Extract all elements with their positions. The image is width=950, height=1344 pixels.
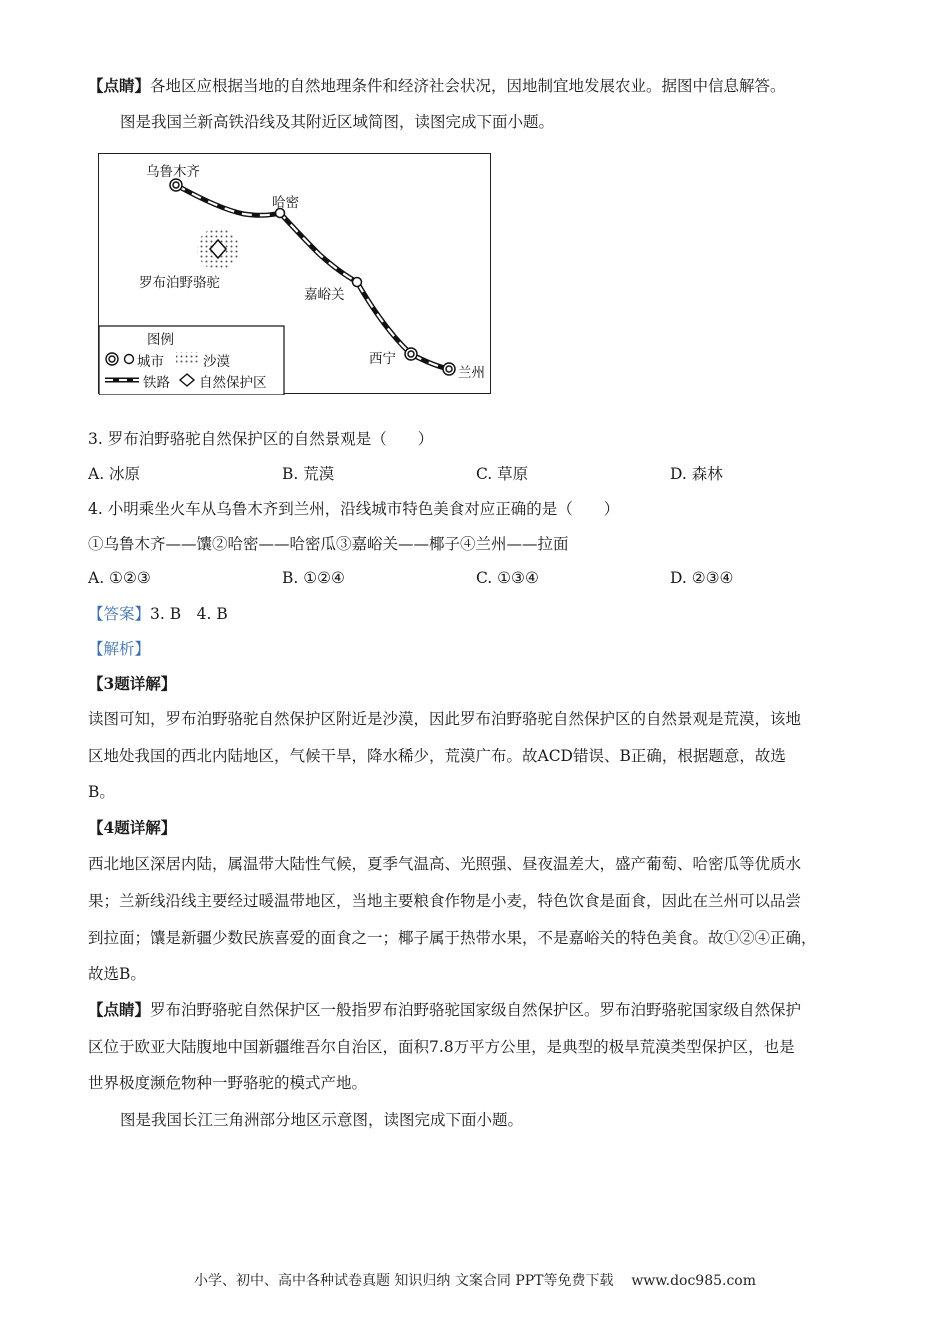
q3-option-d: D. 森林	[670, 465, 723, 483]
next-map-intro: 图是我国长江三角洲部分地区示意图，读图完成下面小题。	[120, 1111, 524, 1129]
legend-desert-icon	[176, 352, 198, 364]
label-hami: 哈密	[272, 195, 299, 211]
tip-paragraph	[88, 75, 786, 97]
q4-detail-line: 到拉面；馕是新疆少数民族喜爱的面食之一；椰子属于热带水果，不是嘉峪关的特色美食。故①②④正确，	[88, 929, 817, 947]
q3-detail-heading: 【3题详解】	[88, 674, 177, 693]
city-lanzhou-icon	[443, 363, 455, 375]
footer-url[interactable]: www.doc985.com	[631, 1273, 757, 1289]
q4-stem: 4. 小明乘坐火车从乌鲁木齐到兰州，沿线城市特色美食对应正确的是（ ）	[88, 500, 620, 518]
legend-railway-label: 铁路	[143, 375, 170, 391]
tip-text: 各地区应根据当地的自然地理条件和经济社会状况，因地制宜地发展农业。据图中信息解答。	[150, 77, 786, 95]
page-footer	[0, 1270, 950, 1290]
q4-items: ①乌鲁木齐——馕②哈密——哈密瓜③嘉峪关——椰子④兰州——拉面	[88, 535, 569, 553]
footer-text: 小学、初中、高中各种试卷真题 知识归纳 文案合同 PPT等免费下载	[193, 1273, 614, 1289]
map-intro: 图是我国兰新高铁沿线及其附近区域简图，读图完成下面小题。	[120, 113, 555, 131]
tip2-line	[88, 999, 801, 1021]
q3-stem: 3. 罗布泊野骆驼自然保护区的自然景观是（ ）	[88, 430, 434, 448]
railway-map	[98, 153, 491, 394]
analysis-label: 【解析】	[88, 640, 151, 658]
q4-option-b: B. ①②④	[282, 569, 345, 587]
q4-detail-line: 果；兰新线沿线主要经过暖温带地区，当地主要粮食作物是小麦，特色饮食是面食，因此在兰州可以品尝	[88, 892, 802, 910]
q4-detail-line: 故选B。	[88, 965, 146, 983]
legend-reserve-label: 自然保护区	[199, 375, 267, 391]
city-jiayuguan-icon	[353, 278, 362, 287]
tip-label: 【点睛】	[88, 76, 151, 95]
q4-option-a: A. ①②③	[88, 569, 151, 587]
q3-detail-line: 读图可知，罗布泊野骆驼自然保护区附近是沙漠，因此罗布泊野骆驼自然保护区的自然景观是荒漠，该地	[88, 710, 802, 728]
answer-text: 3. B 4. B	[150, 605, 228, 623]
tip2-label: 【点睛】	[88, 1000, 151, 1019]
city-xining-icon	[405, 348, 417, 360]
legend-title: 图例	[147, 332, 174, 348]
label-reserve: 罗布泊野骆驼	[139, 275, 220, 291]
q3-option-a: A. 冰原	[88, 465, 141, 483]
q4-option-d: D. ②③④	[670, 569, 734, 587]
q4-option-c: C. ①③④	[476, 569, 539, 587]
legend-city-label: 城市	[137, 354, 164, 370]
q3-option-c: C. 草原	[476, 465, 529, 483]
q4-detail-line: 西北地区深居内陆，属温带大陆性气候，夏季气温高、光照强、昼夜温差大，盛产葡萄、哈密瓜等优质水	[88, 855, 802, 873]
label-jiayuguan: 嘉峪关	[304, 287, 345, 303]
tip2-line: 世界极度濒危物种一野骆驼的模式产地。	[88, 1074, 368, 1092]
label-xining: 西宁	[369, 351, 396, 367]
q3-detail-line: B。	[88, 783, 115, 801]
tip2-text: 罗布泊野骆驼自然保护区一般指罗布泊野骆驼国家级自然保护区。罗布泊野骆驼国家级自然保护	[150, 1001, 802, 1019]
label-urumqi: 乌鲁木齐	[146, 164, 200, 180]
label-lanzhou: 兰州	[458, 365, 485, 381]
q4-detail-heading: 【4题详解】	[88, 818, 177, 837]
legend-desert-label: 沙漠	[203, 354, 230, 370]
tip2-line: 区位于欧亚大陆腹地中国新疆维吾尔自治区，面积7.8万平方公里，是典型的极旱荒漠类型保护区，也是	[88, 1038, 795, 1056]
answer-label: 【答案】	[88, 605, 151, 623]
answer-line	[88, 603, 228, 625]
q3-detail-line: 区地处我国的西北内陆地区，气候干旱，降水稀少，荒漠广布。故ACD错误、B正确，根据题意，故选	[88, 747, 786, 765]
city-urumqi-icon	[170, 179, 182, 191]
q3-option-b: B. 荒漠	[282, 465, 335, 483]
